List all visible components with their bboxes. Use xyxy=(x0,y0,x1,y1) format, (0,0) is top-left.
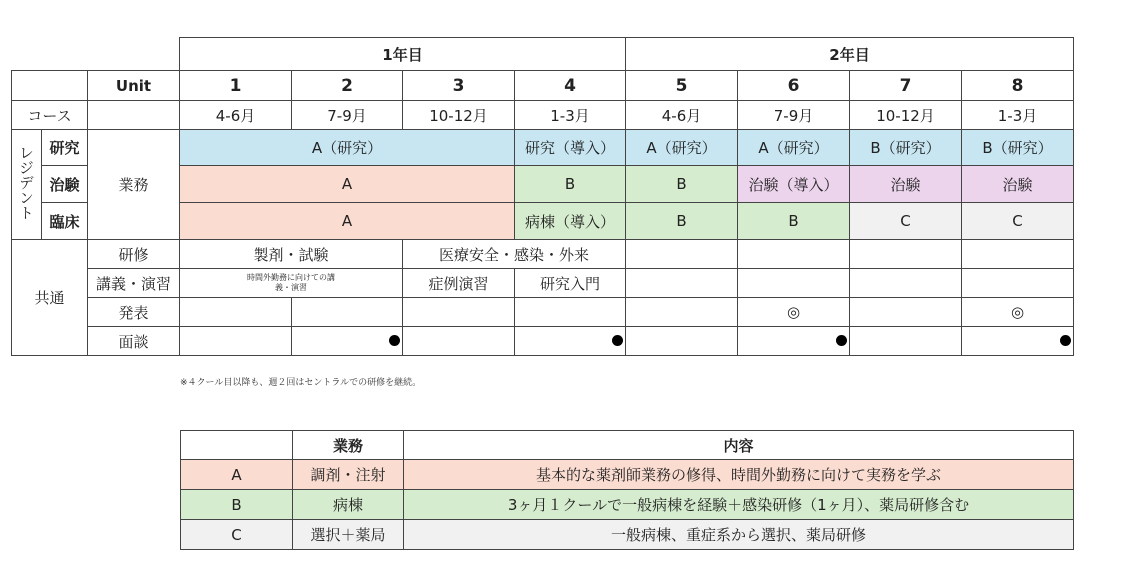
chiken-cell-7: 治験 xyxy=(850,166,962,203)
legend-header-gyomu: 業務 xyxy=(293,431,404,460)
chiken-label: 治験 xyxy=(42,166,88,203)
common-label: 共通 xyxy=(12,240,88,356)
rinsho-cell-8: C xyxy=(962,203,1074,240)
kenkyu-cell-a: A（研究） xyxy=(180,130,515,166)
chiken-cell-4: B xyxy=(515,166,626,203)
gyomu-label: 業務 xyxy=(88,130,180,240)
unit-4: 4 xyxy=(515,71,626,101)
kogi-label: 講義・演習 xyxy=(88,269,180,298)
rinsho-cell-7: C xyxy=(850,203,962,240)
chiken-cell-8: 治験 xyxy=(962,166,1074,203)
month-1: 4-6月 xyxy=(180,101,292,130)
month-6: 7-9月 xyxy=(738,101,850,130)
happyo-label: 発表 xyxy=(88,298,180,327)
unit-1: 1 xyxy=(180,71,292,101)
legend-c-naiyo: 一般病棟、重症系から選択、薬局研修 xyxy=(404,520,1074,550)
chiken-cell-a: A xyxy=(180,166,515,203)
month-2: 7-9月 xyxy=(292,101,403,130)
footnote: ※４クール目以降も、週２回はセントラルでの研修を継続。 xyxy=(180,378,422,388)
kenkyu-cell-5: A（研究） xyxy=(626,130,738,166)
unit-2: 2 xyxy=(292,71,403,101)
chiken-cell-5: B xyxy=(626,166,738,203)
month-8: 1-3月 xyxy=(962,101,1074,130)
kenshu-label: 研修 xyxy=(88,240,180,269)
unit-label: Unit xyxy=(88,71,180,101)
kenkyu-cell-8: B（研究） xyxy=(962,130,1074,166)
mendan-label: 面談 xyxy=(88,327,180,356)
resident-label: レジデント xyxy=(17,145,35,220)
legend-table xyxy=(180,430,1074,550)
legend-a-naiyo: 基本的な薬剤師業務の修得、時間外勤務に向けて実務を学ぶ xyxy=(404,460,1074,490)
kogi-cell-jikangai: 時間外勤務に向けての講義・演習 xyxy=(180,269,403,298)
happyo-mark-8: ◎ xyxy=(962,298,1074,327)
unit-8: 8 xyxy=(962,71,1074,101)
month-3: 10-12月 xyxy=(403,101,515,130)
unit-7: 7 xyxy=(850,71,962,101)
month-4: 1-3月 xyxy=(515,101,626,130)
kenkyu-cell-6: A（研究） xyxy=(738,130,850,166)
unit-3: 3 xyxy=(403,71,515,101)
legend-b-naiyo: 3ヶ月１クールで一般病棟を経験＋感染研修（1ヶ月）、薬局研修含む xyxy=(404,490,1074,520)
legend-a-gyomu: 調剤・注射 xyxy=(293,460,404,490)
course-label: コース xyxy=(12,101,88,130)
kenkyu-label: 研究 xyxy=(42,130,88,166)
rinsho-label: 臨床 xyxy=(42,203,88,240)
legend-header-naiyo: 内容 xyxy=(404,431,1074,460)
legend-a-key: A xyxy=(181,460,293,490)
unit-5: 5 xyxy=(626,71,738,101)
year2-header: 2年目 xyxy=(626,38,1074,71)
kogi-cell-shorei: 症例演習 xyxy=(403,269,515,298)
kenkyu-cell-7: B（研究） xyxy=(850,130,962,166)
mendan-dot-8 xyxy=(1060,335,1071,346)
kenkyu-cell-intro: 研究（導入） xyxy=(515,130,626,166)
legend-b-key: B xyxy=(181,490,293,520)
mendan-dot-6 xyxy=(836,335,847,346)
legend-header-blank xyxy=(181,431,293,460)
month-5: 4-6月 xyxy=(626,101,738,130)
rinsho-cell-5: B xyxy=(626,203,738,240)
mendan-dot-4 xyxy=(612,335,623,346)
kenshu-cell-seizai: 製剤・試験 xyxy=(180,240,403,269)
legend-c-key: C xyxy=(181,520,293,550)
schedule-table xyxy=(11,37,1074,356)
kogi-cell-kenkyu: 研究入門 xyxy=(515,269,626,298)
rinsho-cell-intro: 病棟（導入） xyxy=(515,203,626,240)
mendan-dot-2 xyxy=(389,335,400,346)
rinsho-cell-a: A xyxy=(180,203,515,240)
rinsho-cell-6: B xyxy=(738,203,850,240)
legend-c-gyomu: 選択＋薬局 xyxy=(293,520,404,550)
happyo-mark-6: ◎ xyxy=(738,298,850,327)
month-7: 10-12月 xyxy=(850,101,962,130)
kenshu-cell-iryo: 医療安全・感染・外来 xyxy=(403,240,626,269)
unit-6: 6 xyxy=(738,71,850,101)
year1-header: 1年目 xyxy=(180,38,626,71)
legend-b-gyomu: 病棟 xyxy=(293,490,404,520)
chiken-cell-intro: 治験（導入） xyxy=(738,166,850,203)
